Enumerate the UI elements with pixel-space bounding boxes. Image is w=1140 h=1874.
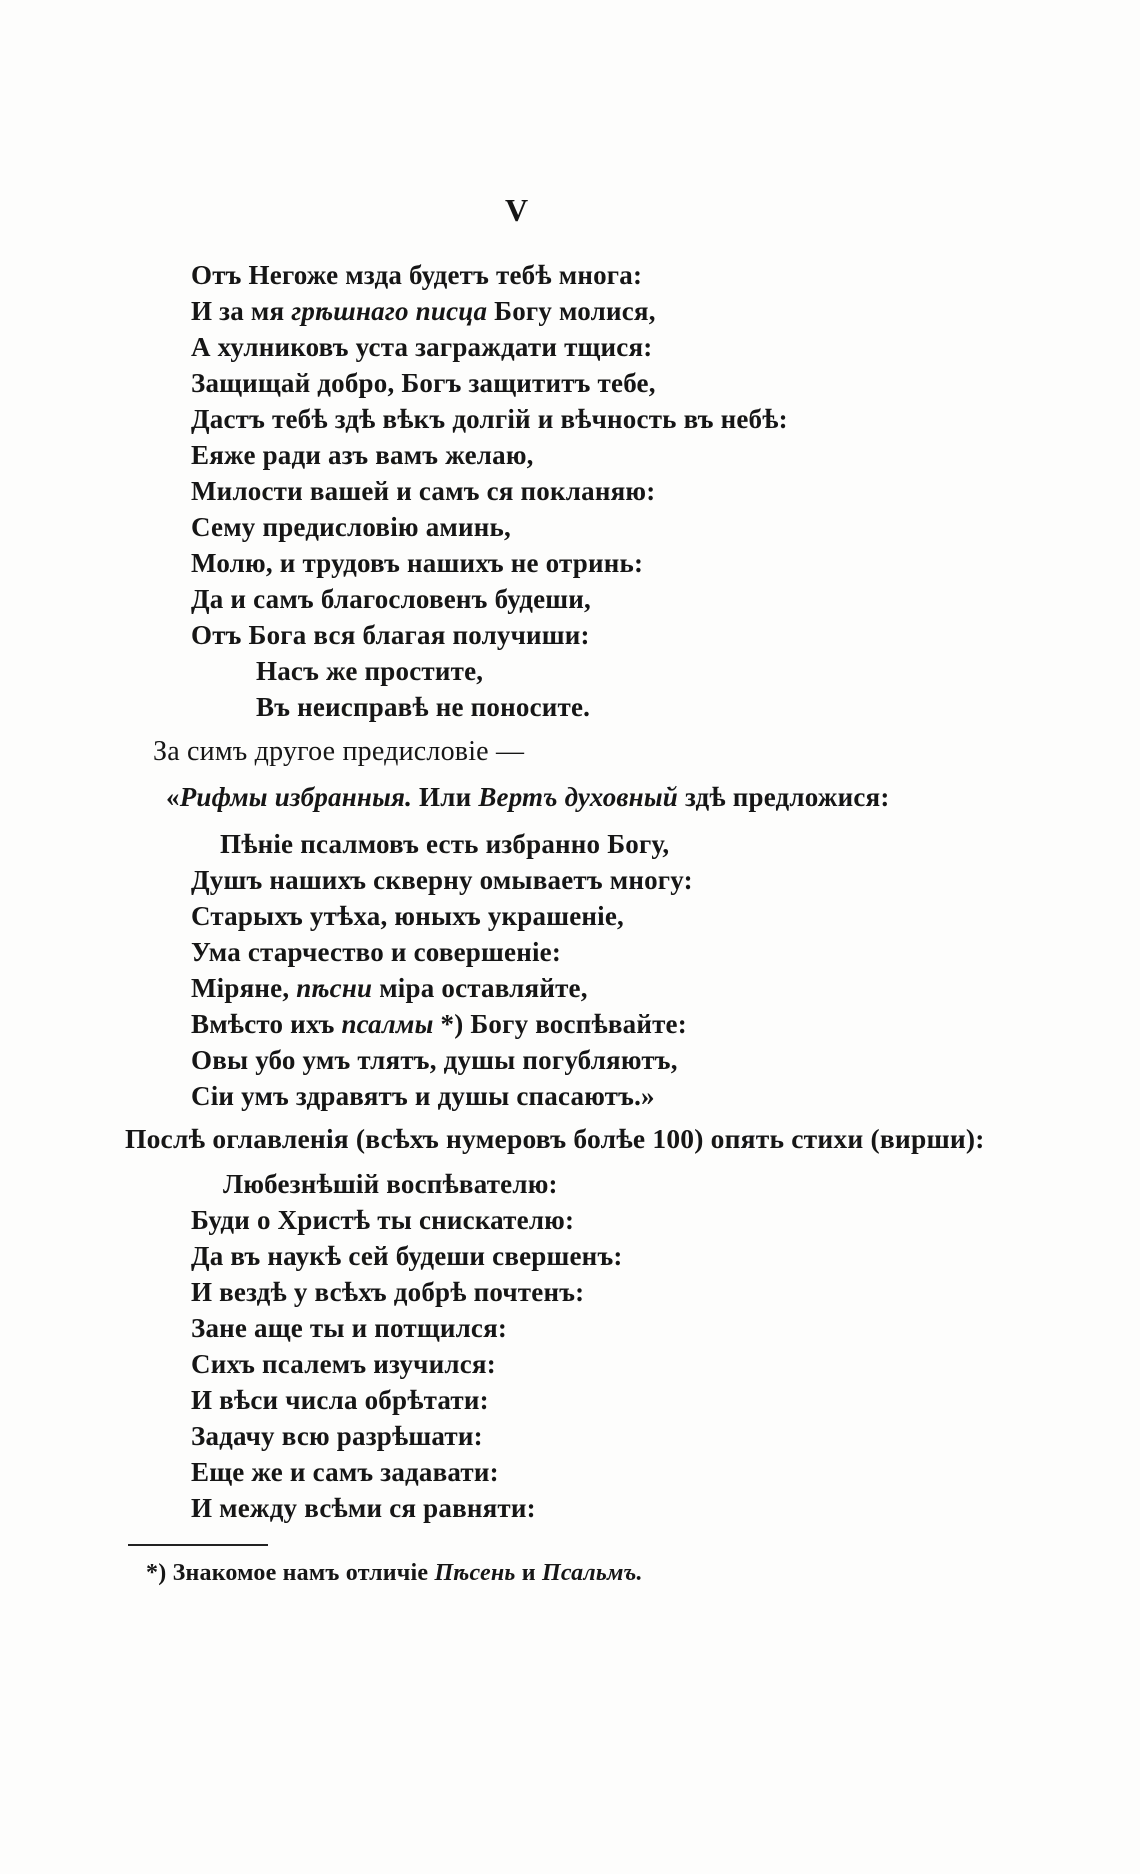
intro-table-of-contents: Послѣ оглавленія (всѣхъ нумеровъ болѣе 100) опять стихи (вирши): <box>125 1123 985 1154</box>
footnote: *) Знакомое намъ отличіе Пѣсень и Псальмъ. <box>146 1560 643 1586</box>
verse-line: Сіи умъ здравятъ и душы спасаютъ.» <box>191 1081 655 1111</box>
verse-line: Милости вашей и самъ ся покланяю: <box>191 476 656 506</box>
verse-line: Сихъ псалемъ изучился: <box>191 1349 496 1379</box>
second-preface-heading: «Рифмы избранныя. Или Вертъ духовный здѣ предложися: <box>166 782 890 812</box>
verse-line: Въ неисправѣ не поносите. <box>256 692 591 722</box>
verse-line: Да и самъ благословенъ будеши, <box>191 584 591 614</box>
verse-line: Сему предисловію аминь, <box>191 512 511 542</box>
verse-line: Овы убо умъ тлятъ, душы погубляютъ, <box>191 1045 678 1075</box>
verse-line: Защищай добро, Богъ защититъ тебе, <box>191 368 656 398</box>
verse-line: Пѣніе псалмовъ есть избранно Богу, <box>220 829 670 859</box>
verse-line: Старыхъ утѣха, юныхъ украшеніе, <box>191 901 624 931</box>
verse-line: Ума старчество и совершеніе: <box>191 937 562 967</box>
verse-line: Задачу всю разрѣшати: <box>191 1421 483 1451</box>
verse-line: Любезнѣшій воспѣвателю: <box>223 1169 558 1199</box>
verse-line: Зане аще ты и потщился: <box>191 1313 508 1343</box>
verse-line: Еще же и самъ задавати: <box>191 1457 499 1487</box>
verse-line: А хулниковъ уста заграждати тщися: <box>191 332 653 362</box>
page-number: V <box>505 192 529 228</box>
verse-line: И за мя грѣшнаго писца Богу молися, <box>191 296 656 326</box>
verse-line: Вмѣсто ихъ псалмы *) Богу воспѣвайте: <box>191 1009 687 1039</box>
verse-line: Еяже ради азъ вамъ желаю, <box>191 440 534 470</box>
verse-line: Отъ Негоже мзда будетъ тебѣ многа: <box>191 260 643 290</box>
verse-line: Насъ же простите, <box>256 656 484 686</box>
verse-line: Отъ Бога вся благая получиши: <box>191 620 590 650</box>
verse-line: Буди о Христѣ ты снискателю: <box>191 1205 575 1235</box>
verse-line: И между всѣми ся равняти: <box>191 1493 536 1523</box>
verse-line: Душъ нашихъ скверну омываетъ многу: <box>191 865 693 895</box>
intro-second-preface: За симъ другое предисловіе — <box>153 736 525 767</box>
verse-line: Міряне, пѣсни міра оставляйте, <box>191 973 588 1003</box>
verse-line: И вѣси числа обрѣтати: <box>191 1385 489 1415</box>
footnote-divider <box>128 1544 268 1546</box>
verse-line: Молю, и трудовъ нашихъ не отринь: <box>191 548 644 578</box>
verse-line: Да въ наукѣ сей будеши свершенъ: <box>191 1241 623 1271</box>
verse-line: Дастъ тебѣ здѣ вѣкъ долгій и вѣчность въ небѣ: <box>191 404 788 434</box>
verse-line: И вездѣ у всѣхъ добрѣ почтенъ: <box>191 1277 585 1307</box>
